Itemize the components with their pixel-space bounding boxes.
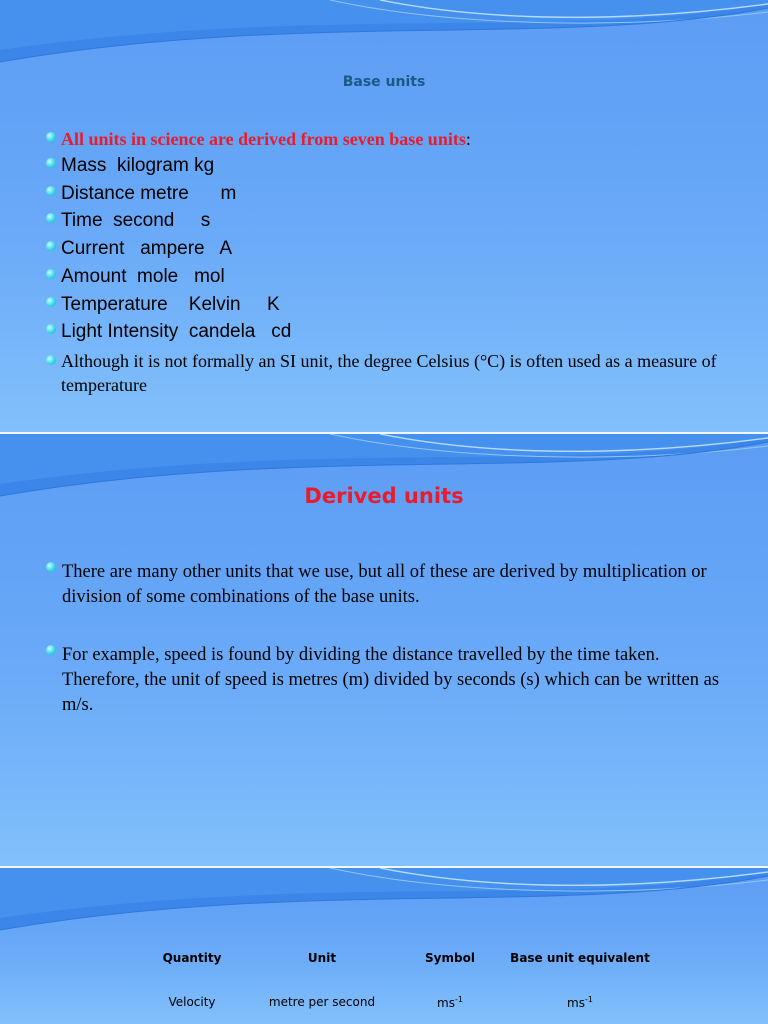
- unit-name: candela: [188, 321, 256, 343]
- unit-name: ampere: [140, 238, 205, 260]
- unit-symbol: cd: [271, 321, 292, 343]
- slide-units-table: [0, 868, 768, 1024]
- base-units-list: [46, 126, 736, 397]
- slide-base-units: [0, 0, 768, 432]
- unit-quantity: Light Intensity: [61, 321, 179, 343]
- list-item: [46, 560, 736, 610]
- bullet-icon: [46, 158, 56, 168]
- bullet-icon: [46, 186, 56, 196]
- bullet-icon: [46, 562, 56, 572]
- header-base-unit-equivalent: Base unit equivalent: [510, 951, 650, 965]
- unit-name: second: [113, 210, 175, 232]
- unit-symbol: mol: [194, 265, 225, 287]
- slide-derived-units: [0, 434, 768, 866]
- table-header-row: [140, 936, 660, 980]
- celsius-note: Although it is not formally an SI unit, the degree Celsius (°C) is often used as a measure of temperature: [61, 350, 717, 395]
- bullet-icon: [46, 297, 56, 307]
- unit-name: Kelvin: [188, 293, 241, 315]
- bullet-icon: [46, 241, 56, 251]
- bullet-icon: [46, 213, 56, 223]
- list-item-unit: [46, 263, 736, 291]
- units-table: [140, 936, 660, 1024]
- unit-symbol: s: [200, 210, 211, 232]
- list-item-unit: [46, 207, 736, 235]
- header-symbol: Symbol: [425, 951, 475, 965]
- intro-colon: :: [465, 129, 471, 149]
- cell-unit: metre per second: [268, 995, 376, 1009]
- header-unit: Unit: [307, 951, 337, 965]
- slide-title: Derived units: [304, 484, 464, 508]
- list-item-unit: [46, 291, 736, 319]
- unit-quantity: Temperature: [61, 293, 168, 315]
- list-item-note: [46, 349, 736, 397]
- unit-symbol: kg: [194, 155, 215, 176]
- list-item-unit: [46, 318, 736, 346]
- bullet-text: For example, speed is found by dividing the distance travelled by the time taken. Therefore, the unit of speed is metres (m) divided by seconds (s) which can be written as m/s.: [62, 645, 720, 715]
- unit-symbol: m: [220, 182, 237, 204]
- bullet-icon: [46, 324, 56, 334]
- unit-symbol: K: [266, 293, 280, 315]
- unit-quantity: Distance: [61, 182, 135, 204]
- header-quantity: Quantity: [162, 951, 222, 965]
- derived-units-list: [46, 560, 736, 718]
- unit-quantity: Time: [61, 210, 103, 232]
- list-item-intro: [46, 126, 736, 152]
- unit-symbol: A: [219, 238, 233, 260]
- cell-symbol: $ms^{-1}$: [437, 994, 463, 1010]
- list-item-unit: [46, 152, 736, 180]
- bullet-text: There are many other units that we use, but all of these are derived by multiplication or division of some combinations of the base units.: [62, 562, 707, 607]
- header-wave-decoration: [0, 434, 768, 524]
- unit-name: metre: [140, 182, 189, 204]
- cell-base-equivalent: $ms^{-1}$: [567, 994, 593, 1010]
- intro-text: All units in science are derived from seven base units: [61, 129, 466, 149]
- unit-quantity: Current: [61, 238, 125, 260]
- unit-name: kilogram: [116, 155, 189, 176]
- list-item-unit: [46, 180, 736, 208]
- slide-title: Base units: [342, 74, 426, 90]
- bullet-icon: [46, 645, 56, 655]
- unit-name: mole: [137, 265, 179, 287]
- bullet-icon: [46, 355, 56, 365]
- unit-quantity: Mass: [61, 155, 107, 176]
- table-row: [140, 980, 660, 1024]
- list-item-unit: [46, 235, 736, 263]
- list-item: [46, 643, 736, 718]
- bullet-icon: [46, 269, 56, 279]
- bullet-icon: [46, 132, 56, 142]
- cell-quantity: Velocity: [168, 995, 216, 1009]
- unit-quantity: Amount: [61, 265, 127, 287]
